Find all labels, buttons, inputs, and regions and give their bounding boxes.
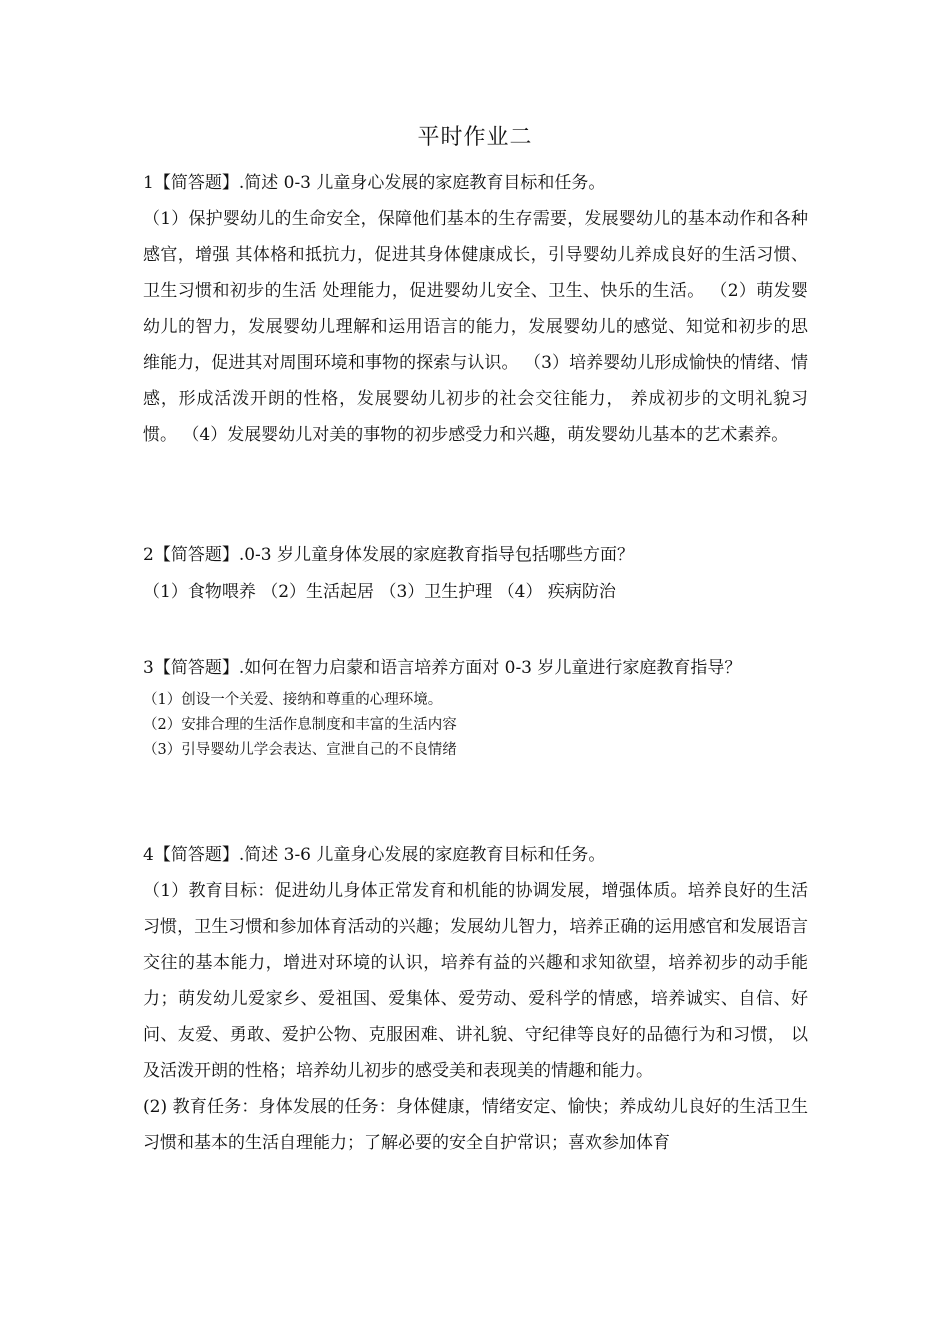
answer-4-goals: （1）教育目标：促进幼儿身体正常发育和机能的协调发展，增强体质。培养良好的生活习惯，卫生习惯和参加体育活动的兴趣；发展幼儿智力，培养正确的运用感官和发展语言交往的基本能力，增进对环境的认识，培养有益的兴趣和求知欲望，培养初步的动手能力；萌发幼儿爱家乡、爱祖国、爱集体、爱劳动、爱科学的情感，培养诚实、自信、好问、友爱、勇敢、爱护公物、克服困难、讲礼貌、守纪律等良好的品德行为和习惯， 以及活泼开朗的性格；培养幼儿初步的感受美和表现美的情趣和能力。 [143, 881, 808, 1081]
question-4: 4【简答题】.简述 3-6 儿童身心发展的家庭教育目标和任务。 [143, 845, 606, 865]
list-item: （2）安排合理的生活作息制度和丰富的生活内容 [143, 717, 457, 733]
list-item: （1）创设一个关爱、接纳和尊重的心理环境。 [143, 692, 443, 708]
question-3: 3【简答题】.如何在智力启蒙和语言培养方面对 0-3 岁儿童进行家庭教育指导？ [143, 658, 742, 678]
page-title: 平时作业二 [417, 125, 533, 150]
answer-1-text: （1）保护婴幼儿的生命安全，保障他们基本的生存需要，发展婴幼儿的基本动作和各种感官，增强 其体格和抵抗力，促进其身体健康成长，引导婴幼儿养成良好的生活习惯、卫生习惯和初步的生活 处理能力，促进婴幼儿安全、卫生、快乐的生活。 （2）萌发婴幼儿的智力，发展婴幼儿理解和运用语言的能力，发展婴幼儿的感觉、知觉和初步的思 维能力，促进其对周围环境和事物的探索与认识。 （3）培养婴幼儿形成愉快的情绪、情感，形成活泼开朗的性格，发展婴幼儿初步的社会交往能力， 养成初步的文明礼貌习惯。 （4）发展婴幼儿对美的事物的初步感受力和兴趣，萌发婴幼儿基本的艺术素养。 [143, 209, 808, 445]
answer-2: （1）食物喂养 （2）生活起居 （3）卫生护理 （4） 疾病防治 [143, 582, 616, 602]
answer-1 [143, 201, 808, 453]
list-item: （3）引导婴幼儿学会表达、宣泄自己的不良情绪 [143, 742, 457, 758]
answer-4-tasks: (2) 教育任务：身体发展的任务：身体健康，情绪安定、愉快；养成幼儿良好的生活卫生习惯和基本的生活自理能力；了解必要的安全自护常识；喜欢参加体育 [143, 1097, 808, 1153]
question-2: 2【简答题】.0-3 岁儿童身体发展的家庭教育指导包括哪些方面？ [143, 545, 634, 565]
answer-4 [143, 873, 808, 1161]
answer-3-list [143, 688, 808, 763]
question-1: 1【简答题】.简述 0-3 儿童身心发展的家庭教育目标和任务。 [143, 173, 606, 193]
